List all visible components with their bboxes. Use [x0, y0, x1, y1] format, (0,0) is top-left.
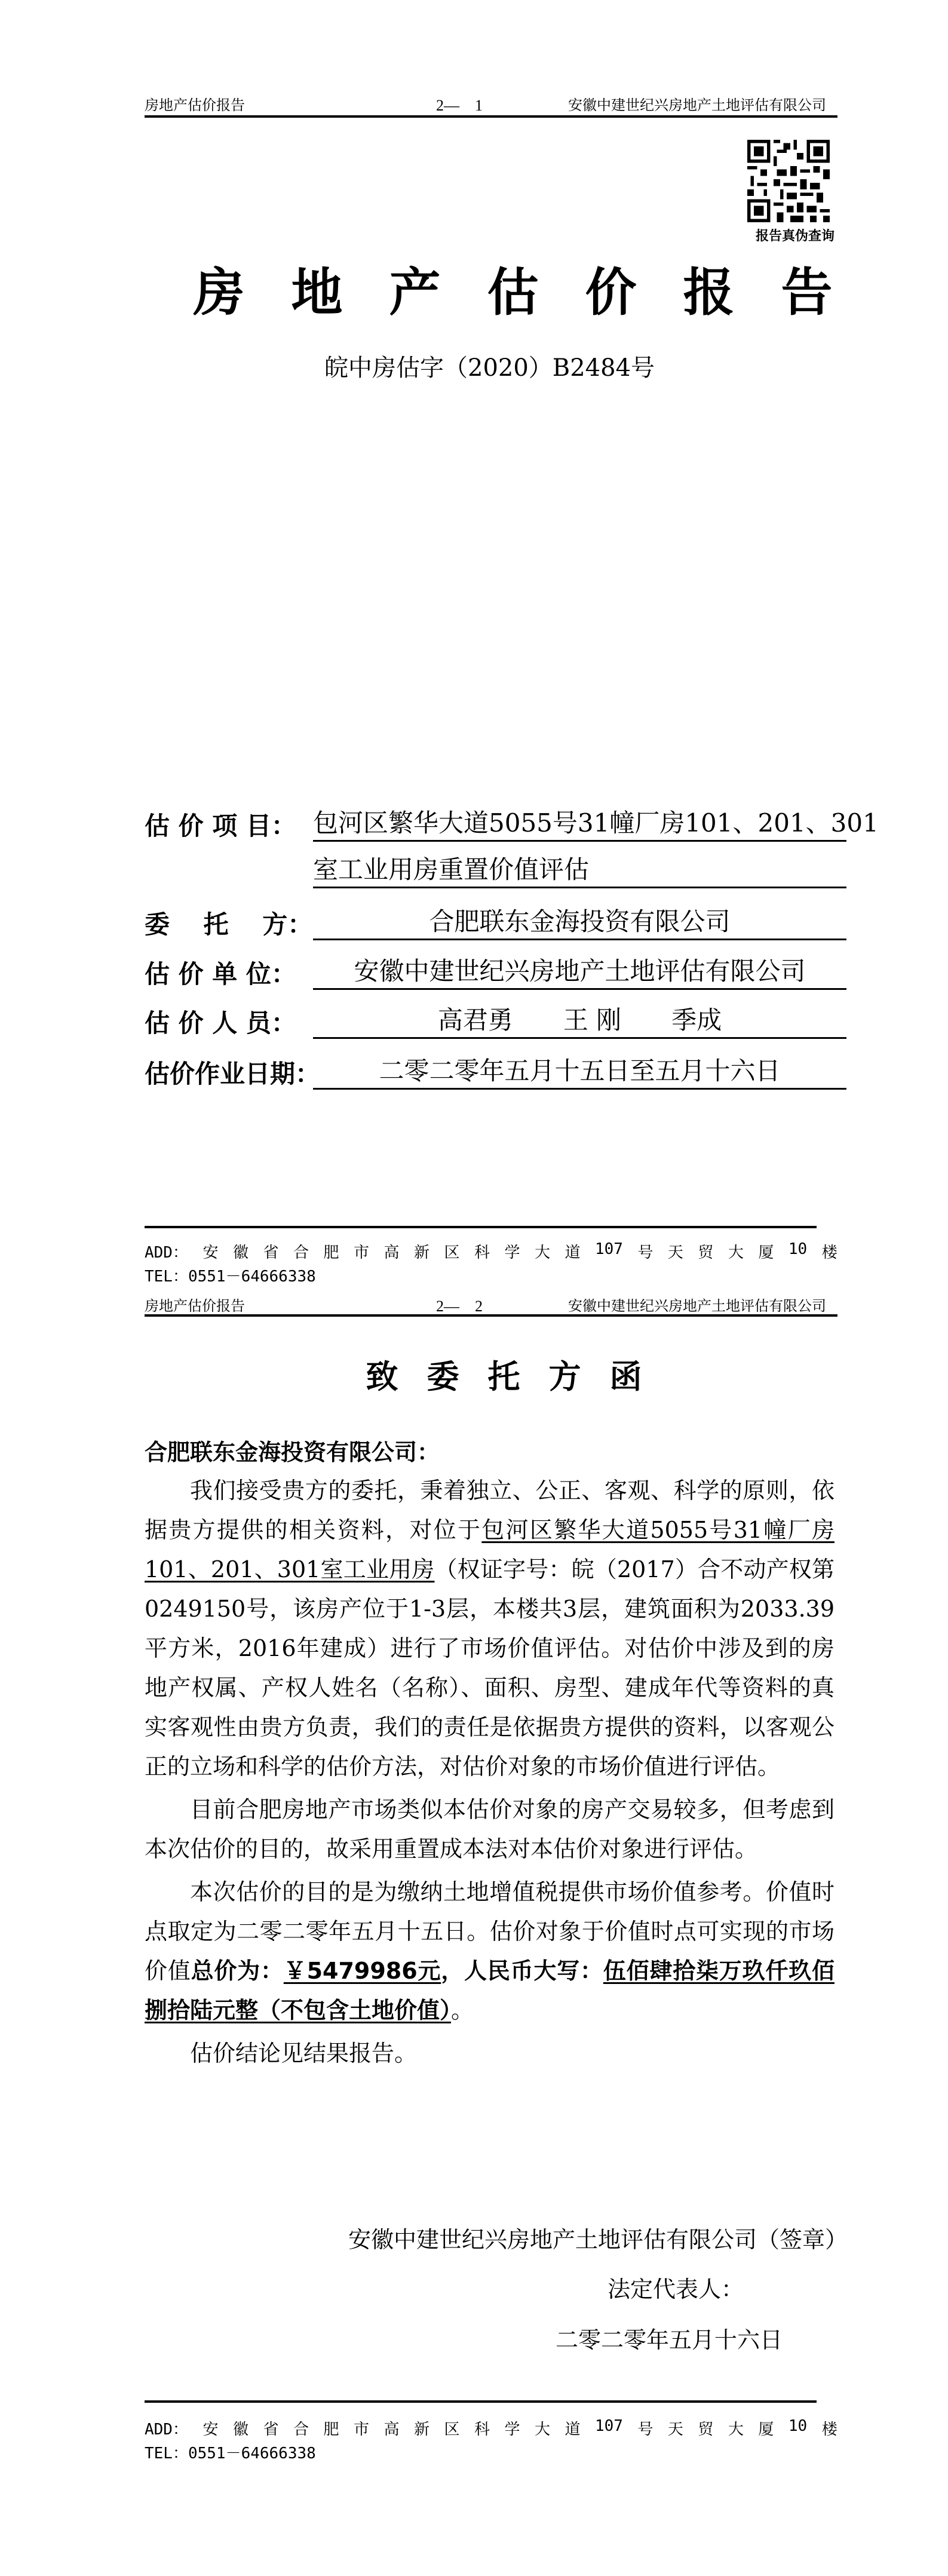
address-char: 高 [384, 1244, 400, 1262]
total-value: ￥5479986元 [283, 1958, 441, 1984]
address-char: 徽 [232, 1244, 248, 1262]
address-char: 肥 [323, 1244, 339, 1262]
address-char: 10 [788, 1240, 808, 1258]
address-char: 天 [667, 1244, 683, 1262]
field-label: 估价作业日期： [145, 1059, 321, 1088]
header-divider [145, 115, 837, 118]
header-page-number: 2— 2 [436, 1298, 483, 1315]
text: （权证字号：皖（2017）合不动产权第0249150号，该房产位于1-3层，本楼共3层，建筑面积为2033.39平方米，2016年建成）进行了市场价值评估。对估价中涉及到的房地产权属、产权人姓名（名称）、面积、房型、建成年代等资料的真实客观性由贵方负责，我们的责任是依据贵方提供的资料，以客观公正的立场和科学的估价方法，对估价对象的市场价值进行评估。 [145, 1556, 835, 1780]
signature-representative: 法定代表人： [608, 2276, 744, 2302]
address-char: 道 [564, 2421, 581, 2439]
field-label: 委 托 方： [145, 910, 313, 939]
footer-address [145, 1240, 837, 1262]
signature-company: 安徽中建世纪兴房地产土地评估有限公司（签章） [348, 2227, 848, 2253]
address-char: 合 [293, 2421, 309, 2439]
footer-divider [145, 2400, 817, 2403]
address-char: 大 [534, 1244, 550, 1262]
address-char: 贸 [698, 1244, 714, 1262]
field-value: 二零二零年五月十五日至五月十六日 [313, 1054, 846, 1090]
address-char: 科 [474, 2421, 490, 2439]
paragraph-method: 目前合肥房地产市场类似本估价对象的房产交易较多，但考虑到本次估价的目的，故采用重置成本法对本估价对象进行评估。 [145, 1796, 835, 1862]
address-char: 道 [564, 1244, 581, 1262]
address-char: ADD： [145, 1244, 188, 1262]
address-char: 大 [728, 2421, 744, 2439]
field-value: 包河区繁华大道5055号31幢厂房101、201、301 [313, 806, 846, 842]
address-char: 贸 [698, 2421, 714, 2439]
field-label: 估 价 单 位： [145, 959, 296, 989]
paragraph-commission [145, 1471, 835, 1786]
property-address: 包河区繁华大道5055号31幢厂房101、201、301室工业用房 [145, 1517, 835, 1583]
header-company: 安徽中建世纪兴房地产土地评估有限公司 [568, 97, 826, 114]
header-report-name: 房地产估价报告 [145, 1298, 245, 1314]
address-char: 大 [728, 1244, 744, 1262]
qr-caption: 报告真伪查询 [756, 229, 835, 244]
text: 本次估价的目的是为缴纳土地增值税提供市场价值参考。价值时点取定为二零二零年五月十五日。估价对象于价值时点可实现的市场价值 [145, 1879, 835, 1984]
signature-date: 二零二零年五月十六日 [556, 2327, 783, 2353]
paragraph-conclusion: 估价结论见结果报告。 [190, 2040, 418, 2066]
address-char: 省 [263, 2421, 279, 2439]
field-appraisers [145, 1004, 846, 1041]
address-char: 楼 [821, 1244, 837, 1262]
field-value: 安徽中建世纪兴房地产土地评估有限公司 [313, 955, 846, 990]
page-header [145, 93, 835, 117]
address-char: 学 [504, 1244, 520, 1262]
address-char: 号 [637, 2421, 654, 2439]
address-char: 区 [444, 2421, 460, 2439]
field-label: 估 价 人 员： [145, 1008, 296, 1038]
address-char: ADD： [145, 2421, 188, 2439]
field-project-cont [145, 853, 846, 890]
address-char: 安 [203, 2421, 219, 2439]
footer-tel: TEL：0551－64666338 [145, 1268, 316, 1286]
qr-code-icon [747, 140, 830, 222]
footer-divider [145, 1226, 817, 1228]
total-label: 总价为： [191, 1958, 284, 1984]
address-char: 107 [594, 2417, 623, 2435]
address-char: 科 [474, 1244, 490, 1262]
address-char: 学 [504, 2421, 520, 2439]
address-char: 省 [263, 1244, 279, 1262]
address-char: 厦 [758, 2421, 774, 2439]
field-value: 室工业用房重置价值评估 [313, 853, 846, 888]
footer-tel: TEL：0551－64666338 [145, 2445, 316, 2462]
header-page-number: 2— 1 [436, 97, 483, 114]
field-project [145, 806, 879, 844]
address-char: 新 [413, 2421, 429, 2439]
field-client [145, 905, 846, 942]
field-work-date [145, 1054, 846, 1091]
address-char: 号 [637, 1244, 654, 1262]
report-title: 房地产估价报告 [193, 263, 879, 323]
letter-body [145, 1471, 835, 2077]
letter-recipient: 合肥联东金海投资有限公司： [145, 1439, 440, 1465]
header-report-name: 房地产估价报告 [145, 97, 245, 114]
field-label: 估 价 项 目： [145, 811, 296, 841]
address-char: 天 [667, 2421, 683, 2439]
field-appraiser-org [145, 955, 846, 992]
address-char: 高 [384, 2421, 400, 2439]
address-char: 楼 [821, 2421, 837, 2439]
address-char: 大 [534, 2421, 550, 2439]
address-char: 区 [444, 1244, 460, 1262]
amount-words-label: ，人民币大写： [441, 1958, 603, 1984]
footer-address [145, 2417, 837, 2439]
text: 。 [451, 1997, 474, 2023]
paragraph-value [145, 1872, 835, 2030]
text: 我们接受贵方的委托，秉着独立、公正、客观、科学的原则，依据贵方提供的相关资料，对位于 [145, 1477, 835, 1543]
address-char: 市 [353, 1244, 369, 1262]
address-char: 厦 [758, 1244, 774, 1262]
address-char: 安 [203, 1244, 219, 1262]
amount-words: 伍佰肆拾柒万玖仟玖佰捌拾陆元整（不包含土地价值） [145, 1958, 835, 2023]
address-char: 10 [788, 2417, 808, 2435]
address-char: 合 [293, 1244, 309, 1262]
address-char: 新 [413, 1244, 429, 1262]
field-value: 合肥联东金海投资有限公司 [313, 905, 846, 940]
header-company: 安徽中建世纪兴房地产土地评估有限公司 [568, 1298, 826, 1314]
field-value: 高君勇 王 刚 季成 [313, 1004, 846, 1039]
document-number: 皖中房估字（2020）B2484号 [324, 354, 655, 382]
address-char: 市 [353, 2421, 369, 2439]
address-char: 肥 [323, 2421, 339, 2439]
address-char: 徽 [232, 2421, 248, 2439]
address-char: 107 [594, 1240, 623, 1258]
letter-title: 致委托方函 [366, 1358, 671, 1396]
header-divider [145, 1314, 837, 1317]
